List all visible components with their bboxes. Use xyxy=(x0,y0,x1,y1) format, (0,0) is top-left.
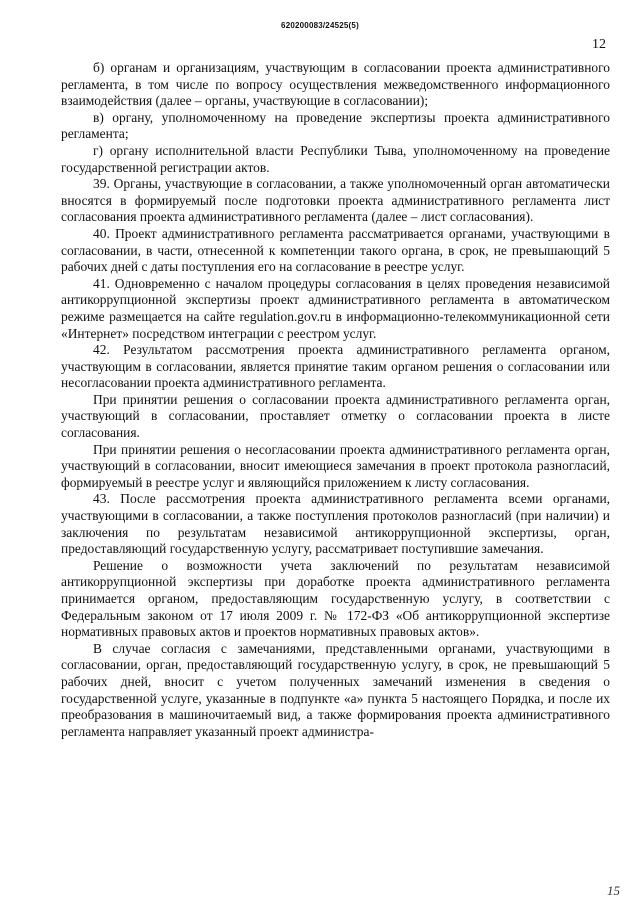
paragraph-42: 42. Результатом рассмотрения проекта административного регламента органом, участвующим в согласовании, является принятие таким органом решения о согласовании или несогласовании проекта административного регламента. xyxy=(61,342,610,391)
paragraph-43: 43. После рассмотрения проекта административного регламента всеми органами, участвующими в согласовании, а также поступления протоколов разногласий (при наличии) и заключения по результатам независимой антикоррупционной экспертизы, орган, предоставляющий государственную услугу, рассматривает поступившие замечания. xyxy=(61,491,610,557)
paragraph-42-rejection: При принятии решения о несогласовании проекта административного регламента орган, участвующий в согласовании, вносит имеющиеся замечания в проект протокола разногласий, формируемый в реестре услуг и являющийся приложением к листу согласования. xyxy=(61,441,610,490)
page-number: 12 xyxy=(592,37,606,52)
handwritten-sheet-number: 15 xyxy=(607,883,620,898)
paragraph-40: 40. Проект административного регламента рассматривается органами, участвующими в согласовании, в части, отнесенной к компетенции такого органа, в срок, не превышающий 5 рабочих дней с даты поступления его на согласование в реестре услуг. xyxy=(61,225,610,275)
document-body xyxy=(61,60,610,740)
document-id: 620200083/24525(5) xyxy=(281,21,359,30)
paragraph-b: б) органам и организациям, участвующим в согласовании проекта административного регламента, в том числе по вопросу осуществления межведомственного информационного взаимодействия (далее – органы, участвующие в согласовании); xyxy=(61,60,610,109)
paragraph-43-agreement: В случае согласия с замечаниями, представленными органами, участвующими в согласовании, орган, предоставляющий государственную услугу, в срок, не превышающий 5 рабочих дней, вносит с учетом полученных замечаний изменения в сведения о государственной услуге, указанные в подпункте «а» пункта 5 настоящего Порядка, и после их преобразования в машиночитаемый вид, а также формирования проекта административного регламента направляет указанный проект администра- xyxy=(61,640,610,739)
paragraph-41: 41. Одновременно с началом процедуры согласования в целях проведения независимой антикоррупционной экспертизы проект административного регламента в автоматическом режиме размещается на сайте regulation.gov.ru в информационно-телекоммуникационной сети «Интернет» посредством интеграции с реестром услуг. xyxy=(61,275,610,341)
paragraph-43-decision: Решение о возможности учета заключений по результатам независимой антикоррупционной экспертизы при доработке проекта административного регламента принимается органом, предоставляющим государственную услугу, в соответствии с Федеральным законом от 17 июля 2009 г. № 172-ФЗ «Об антикоррупционной экспертизе нормативных правовых актов и проектов нормативных правовых актов». xyxy=(61,557,610,640)
paragraph-42-approval: При принятии решения о согласовании проекта административного регламента орган, участвующий в согласовании, проставляет отметку о согласовании проекта в листе согласования. xyxy=(61,391,610,441)
paragraph-v: в) органу, уполномоченному на проведение экспертизы проекта административного регламента; xyxy=(61,109,610,142)
paragraph-g: г) органу исполнительной власти Республики Тыва, уполномоченному на проведение государственной регистрации актов. xyxy=(61,142,610,175)
paragraph-39: 39. Органы, участвующие в согласовании, а также уполномоченный орган автоматически вносятся в формируемый после подготовки проекта административного регламента лист согласования проекта административного регламента (далее – лист согласования). xyxy=(61,176,610,225)
